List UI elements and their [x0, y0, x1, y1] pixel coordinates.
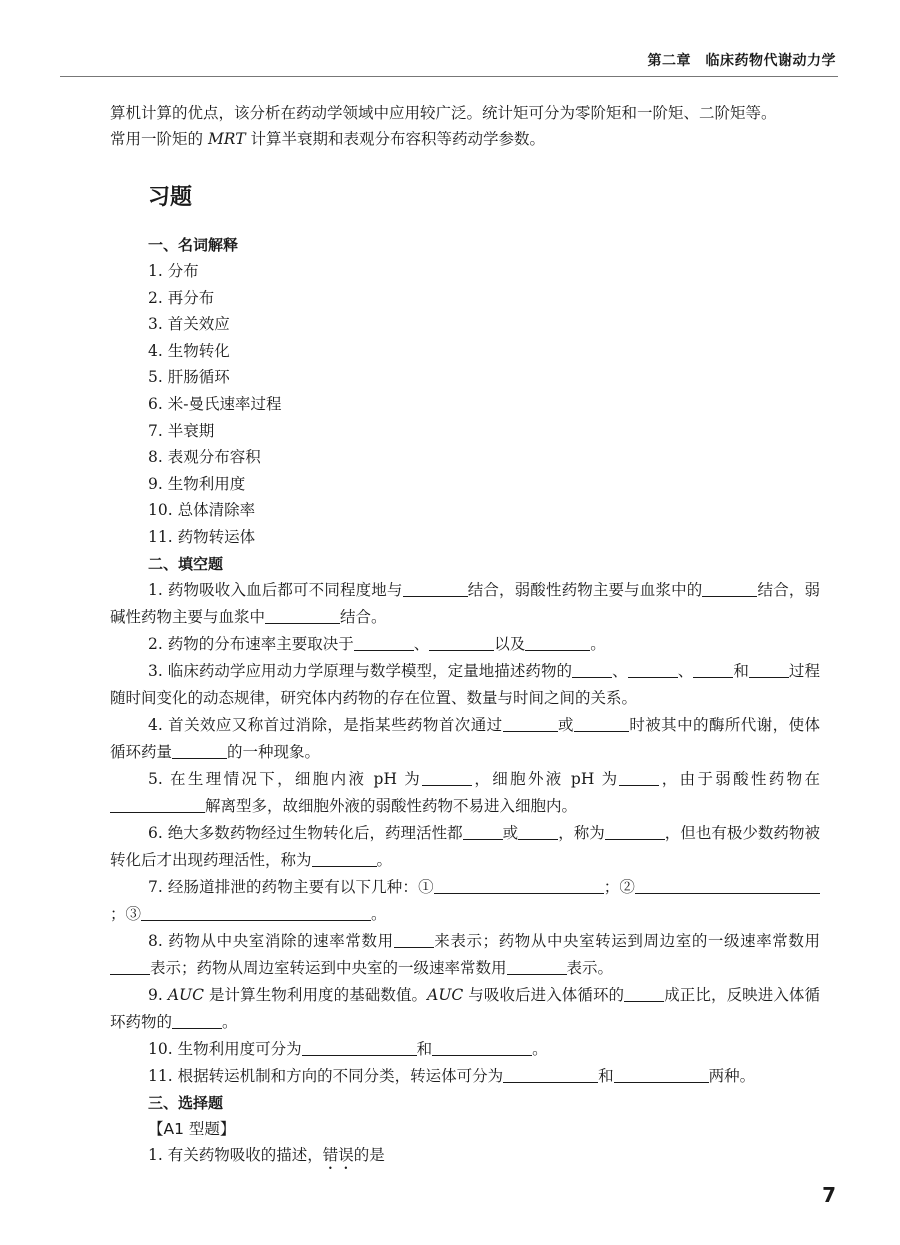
answer-blank[interactable] [635, 878, 820, 894]
intro-line-2: 常用一阶矩的 MRT 计算半衰期和表观分布容积等药动学参数。 [110, 130, 545, 148]
auc-term: AUC [427, 985, 464, 1004]
running-header: 第二章 临床药物代谢动力学 [647, 53, 836, 69]
part1-heading: 一、名词解释 [148, 236, 239, 254]
term-item: 2. 再分布 [148, 288, 215, 307]
fill-question-2: 2. 药物的分布速率主要取决于 、 以及 。 [148, 634, 606, 653]
part3-heading: 三、选择题 [148, 1093, 224, 1112]
term-item: 7. 半衰期 [148, 421, 215, 440]
answer-blank[interactable] [110, 797, 205, 813]
answer-blank[interactable] [619, 770, 659, 786]
header-rule [60, 76, 838, 77]
section-title: 习题 [148, 185, 193, 210]
fill-question-3: 3. 临床药动学应用动力学原理与数学模型，定量地描述药物的 、 、 和 过程随时间变化的动态规律，研究体内药物的存在位置、数量与时间之间的关系。 [110, 661, 820, 707]
answer-blank[interactable] [628, 662, 678, 678]
fill-question-9: 9. AUC 是计算生物利用度的基础数值。AUC 与吸收后进入体循环的 成正比，反映进入体循环药物的 。 [110, 985, 820, 1031]
term-item: 10. 总体清除率 [148, 501, 256, 520]
auc-term: AUC [167, 985, 204, 1004]
term-item: 3. 首关效应 [148, 315, 230, 334]
term-item: 6. 米-曼氏速率过程 [148, 394, 282, 413]
answer-blank[interactable] [432, 1040, 532, 1056]
answer-blank[interactable] [572, 662, 612, 678]
term-item: 9. 生物利用度 [148, 474, 246, 493]
answer-blank[interactable] [312, 851, 377, 867]
answer-blank[interactable] [503, 1067, 598, 1083]
question-type-label: 【A1 型题】 [148, 1119, 236, 1138]
answer-blank[interactable] [605, 824, 665, 840]
emphasized-word: 错误 [322, 1145, 354, 1164]
term-item: 11. 药物转运体 [148, 527, 256, 546]
fill-question-5: 5. 在生理情况下，细胞内液 pH 为 ，细胞外液 pH 为 ，由于弱酸性药物在解离型多，故细胞外液的弱酸性药物不易进入细胞内。 [110, 766, 820, 820]
intro-line-1: 算机计算的优点，该分析在药动学领域中应用较广泛。统计矩可分为零阶矩和一阶矩、二阶矩等。 [110, 104, 777, 122]
answer-blank[interactable] [518, 824, 558, 840]
page-content [110, 100, 820, 1173]
answer-blank[interactable] [693, 662, 733, 678]
answer-blank[interactable] [265, 608, 340, 624]
answer-blank[interactable] [422, 770, 472, 786]
answer-blank[interactable] [434, 878, 604, 894]
fill-question-6: 6. 绝大多数药物经过生物转化后，药理活性都 或 ，称为 ，但也有极少数药物被转化后才出现药理活性，称为 。 [110, 823, 820, 869]
answer-blank[interactable] [614, 1067, 709, 1083]
term-item: 5. 肝肠循环 [148, 368, 230, 387]
answer-blank[interactable] [702, 581, 757, 597]
part2-heading: 二、填空题 [148, 554, 224, 573]
answer-blank[interactable] [394, 932, 434, 948]
answer-blank[interactable] [574, 716, 629, 732]
answer-blank[interactable] [172, 743, 227, 759]
answer-blank[interactable] [463, 824, 503, 840]
fill-question-7: 7. 经肠道排泄的药物主要有以下几种：① ；②；③ 。 [110, 874, 820, 928]
term-item: 4. 生物转化 [148, 341, 230, 360]
answer-blank[interactable] [507, 959, 567, 975]
page-number: 7 [822, 1183, 836, 1207]
answer-blank[interactable] [525, 635, 590, 651]
mrt-term: MRT [207, 130, 246, 148]
fill-question-1: 1. 药物吸收入血后都可不同程度地与 结合，弱酸性药物主要与血浆中的 结合，弱碱性药物主要与血浆中 结合。 [110, 580, 820, 626]
answer-blank[interactable] [403, 581, 468, 597]
fill-question-8: 8. 药物从中央室消除的速率常数用 来表示；药物从中央室转运到周边室的一级速率常数用表示；药物从周边室转运到中央室的一级速率常数用 表示。 [110, 928, 820, 982]
term-item: 8. 表观分布容积 [148, 448, 261, 467]
answer-blank[interactable] [503, 716, 558, 732]
answer-blank[interactable] [172, 1013, 222, 1029]
term-item: 1. 分布 [148, 262, 199, 280]
choice-question-1: 1. 有关药物吸收的描述，错误的是 [148, 1145, 385, 1164]
answer-blank[interactable] [302, 1040, 417, 1056]
fill-question-11: 11. 根据转运机制和方向的不同分类，转运体可分为 和 两种。 [148, 1066, 756, 1085]
answer-blank[interactable] [141, 905, 371, 921]
fill-question-10: 10. 生物利用度可分为 和 。 [148, 1039, 548, 1058]
answer-blank[interactable] [110, 959, 150, 975]
answer-blank[interactable] [354, 635, 414, 651]
answer-blank[interactable] [749, 662, 789, 678]
fill-question-4: 4. 首关效应又称首过消除，是指某些药物首次通过 或 时被其中的酶所代谢，使体循环药量 的一种现象。 [110, 715, 820, 761]
answer-blank[interactable] [429, 635, 494, 651]
answer-blank[interactable] [624, 986, 664, 1002]
